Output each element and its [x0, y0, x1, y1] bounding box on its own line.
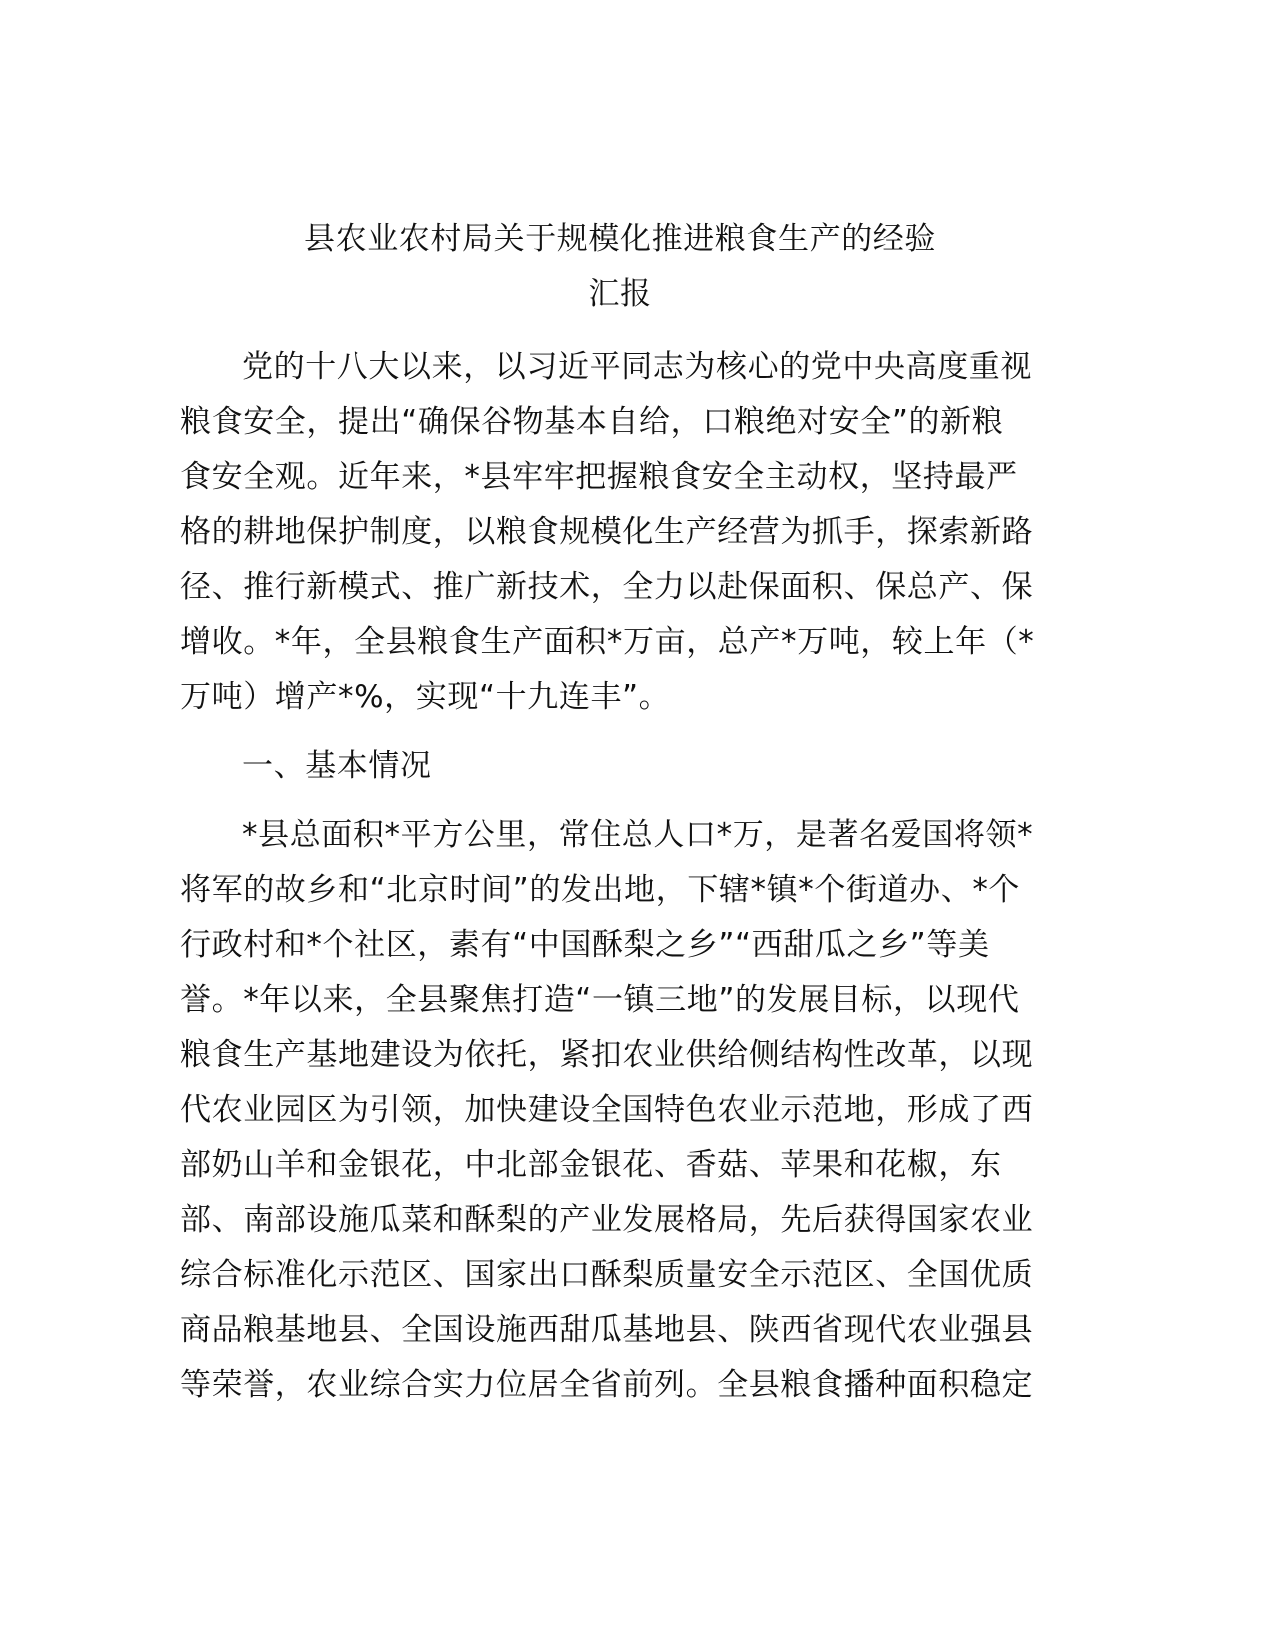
section-heading: 一、基本情况 [242, 748, 432, 784]
text-line: *县总面积*平方公里，常住总人口*万，是著名爱国将领* [242, 817, 1034, 853]
text-line: 代农业园区为引领，加快建设全国特色农业示范地，形成了西 [180, 1092, 1034, 1128]
title-line: 汇报 [588, 276, 652, 312]
text-line: 综合标准化示范区、国家出口酥梨质量安全示范区、全国优质 [180, 1257, 1034, 1293]
text-line: 将军的故乡和“北京时间”的发出地，下辖*镇*个街道办、*个 [180, 872, 1021, 908]
text-line: 增收。*年，全县粮食生产面积*万亩，总产*万吨，较上年（* [180, 624, 1035, 660]
text-line: 商品粮基地县、全国设施西甜瓜基地县、陕西省现代农业强县 [180, 1312, 1034, 1348]
spacer [180, 794, 1040, 808]
text-line: 径、推行新模式、推广新技术，全力以赴保面积、保总产、保 [180, 569, 1034, 605]
text-line: 食安全观。近年来，*县牢牢把握粮食安全主动权，坚持最严 [180, 459, 1018, 495]
text-line: 等荣誉，农业综合实力位居全省前列。全县粮食播种面积稳定 [180, 1367, 1034, 1403]
paragraph-intro [180, 340, 1040, 725]
spacer [180, 725, 1040, 739]
text-line: 誉。*年以来，全县聚焦打造“一镇三地”的发展目标，以现代 [180, 982, 1020, 1018]
document-title [180, 212, 1060, 322]
text-line: 粮食生产基地建设为依托，紧扣农业供给侧结构性改革，以现 [180, 1037, 1034, 1073]
title-line: 县农业农村局关于规模化推进粮食生产的经验 [304, 221, 936, 257]
text-line: 行政村和*个社区，素有“中国酥梨之乡”“西甜瓜之乡”等美 [180, 927, 990, 963]
text-line: 格的耕地保护制度，以粮食规模化生产经营为抓手，探索新路 [180, 514, 1034, 550]
text-line: 万吨）增产*%，实现“十九连丰”。 [180, 679, 671, 715]
text-line: 部、南部设施瓜菜和酥梨的产业发展格局，先后获得国家农业 [180, 1202, 1034, 1238]
text-line: 粮食安全，提出“确保谷物基本自给，口粮绝对安全”的新粮 [180, 404, 1004, 440]
paragraph-basic-info [180, 808, 1040, 1413]
document-body [180, 340, 1040, 1413]
text-line: 党的十八大以来，以习近平同志为核心的党中央高度重视 [242, 349, 1032, 385]
text-line: 部奶山羊和金银花，中北部金银花、香菇、苹果和花椒，东 [180, 1147, 1002, 1183]
